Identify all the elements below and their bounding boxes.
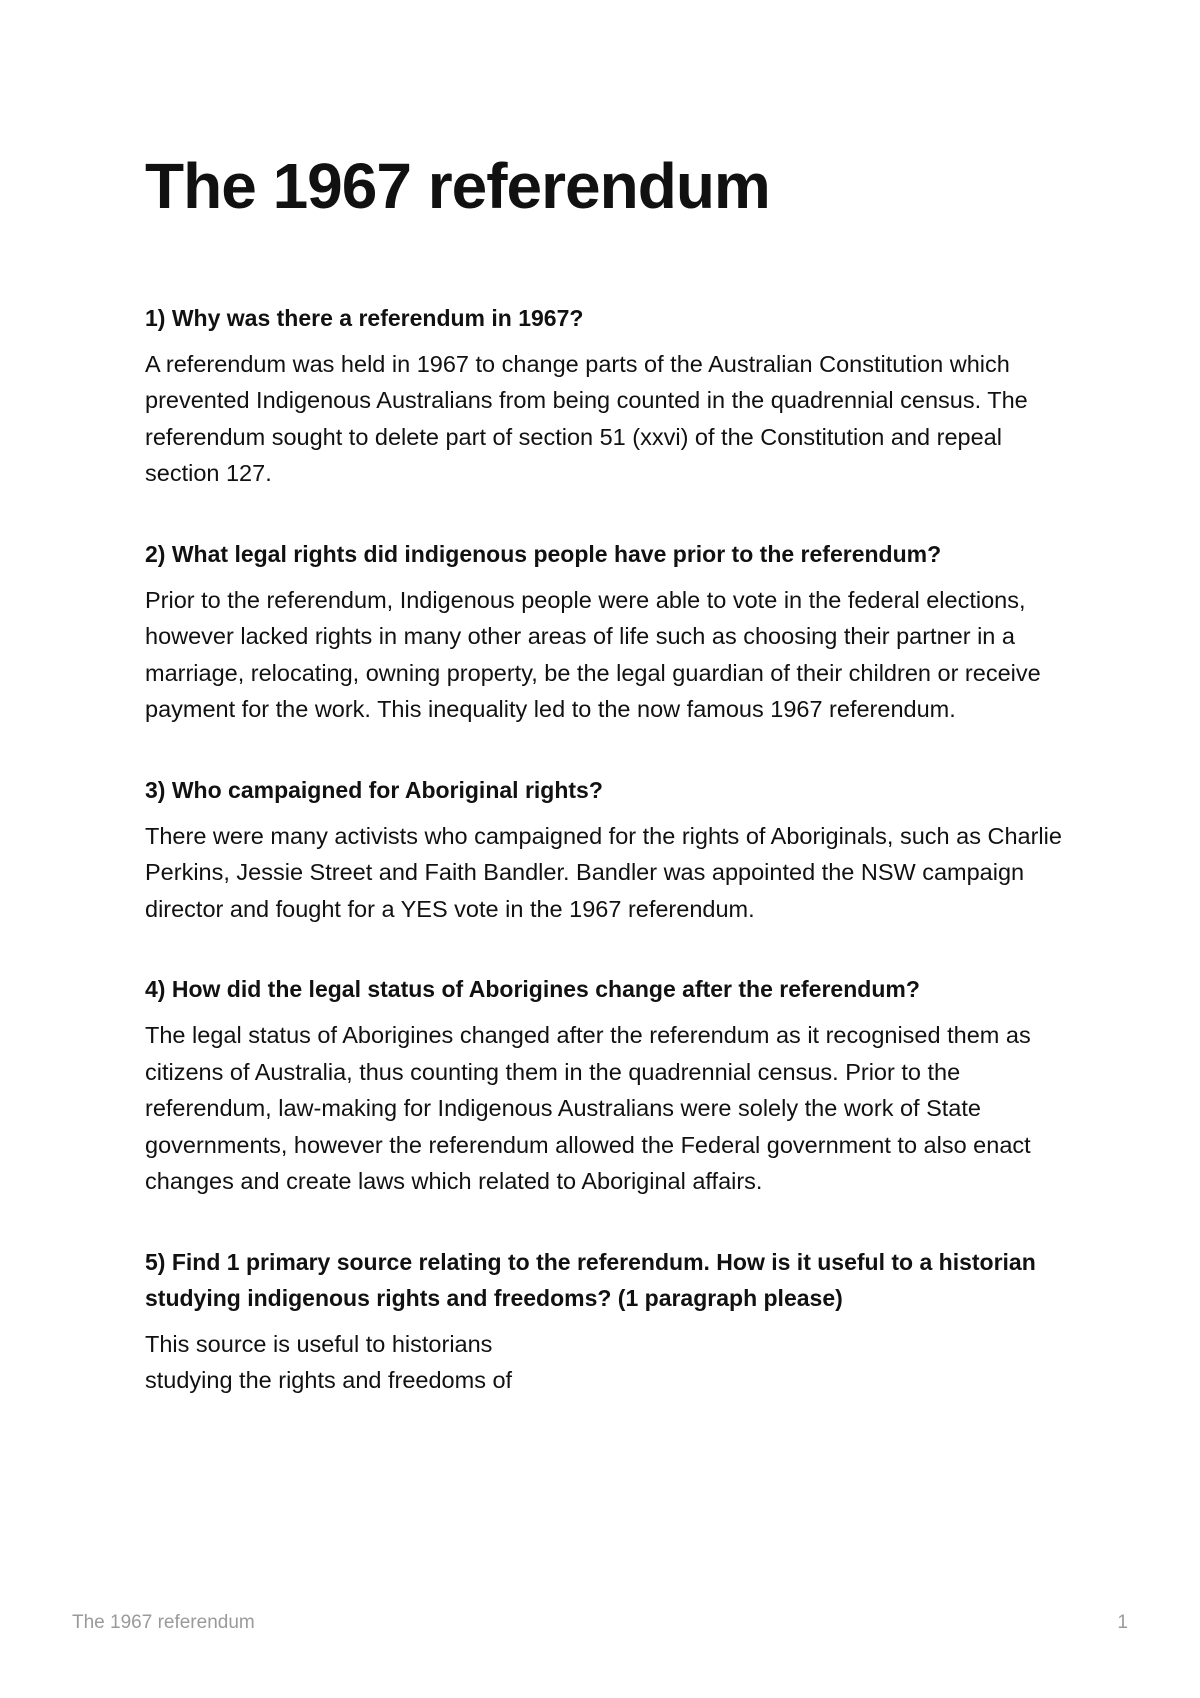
- question-3: 3) Who campaigned for Aboriginal rights?: [145, 776, 603, 803]
- page-footer: [72, 1612, 1128, 1634]
- answer-5-line-2: studying the rights and freedoms of: [145, 1367, 513, 1394]
- section-4: [145, 971, 1075, 1200]
- question-1: 1) Why was there a referendum in 1967?: [145, 304, 584, 331]
- document-page: [145, 150, 1075, 1399]
- section-3: [145, 772, 1075, 928]
- question-2: 2) What legal rights did indigenous people have prior to the referendum?: [145, 540, 942, 567]
- section-1: [145, 300, 1075, 492]
- question-4: 4) How did the legal status of Aborigines change after the referendum?: [145, 976, 920, 1003]
- footer-page-number: 1: [1117, 1612, 1128, 1633]
- answer-4: The legal status of Aborigines changed after the referendum as it recognised them as citizens of Australia, thus counting them in the quadrennial census. Prior to the referendum, law-making for Indigenous Australians were solely the work of State governments, however the referendum allowed the Federal government to also enact changes and create laws which related to Aboriginal affairs.: [145, 1022, 1031, 1195]
- section-5: [145, 1244, 1075, 1399]
- answer-2: Prior to the referendum, Indigenous people were able to vote in the federal elections, however lacked rights in many other areas of life such as choosing their partner in a marriage, relocating, owning property, be the legal guardian of their children or receive payment for the work. This inequality led to the now famous 1967 referendum.: [145, 586, 1041, 723]
- footer-doc-name: The 1967 referendum: [72, 1612, 255, 1633]
- answer-5: [145, 1326, 1075, 1399]
- page-title: The 1967 referendum: [145, 150, 770, 222]
- answer-3: There were many activists who campaigned for the rights of Aboriginals, such as Charlie Perkins, Jessie Street and Faith Bandler. Bandler was appointed the NSW campaign director and fought for a YES vote in the 1967 referendum.: [145, 822, 1062, 922]
- section-2: [145, 536, 1075, 728]
- answer-5-line-1: This source is useful to historians: [145, 1330, 493, 1357]
- answer-1: A referendum was held in 1967 to change parts of the Australian Constitution which prevented Indigenous Australians from being counted in the quadrennial census. The referendum sought to delete part of section 51 (xxvi) of the Constitution and repeal section 127.: [145, 350, 1028, 487]
- question-5: 5) Find 1 primary source relating to the referendum. How is it useful to a historian studying indigenous rights and freedoms? (1 paragraph please): [145, 1248, 1036, 1311]
